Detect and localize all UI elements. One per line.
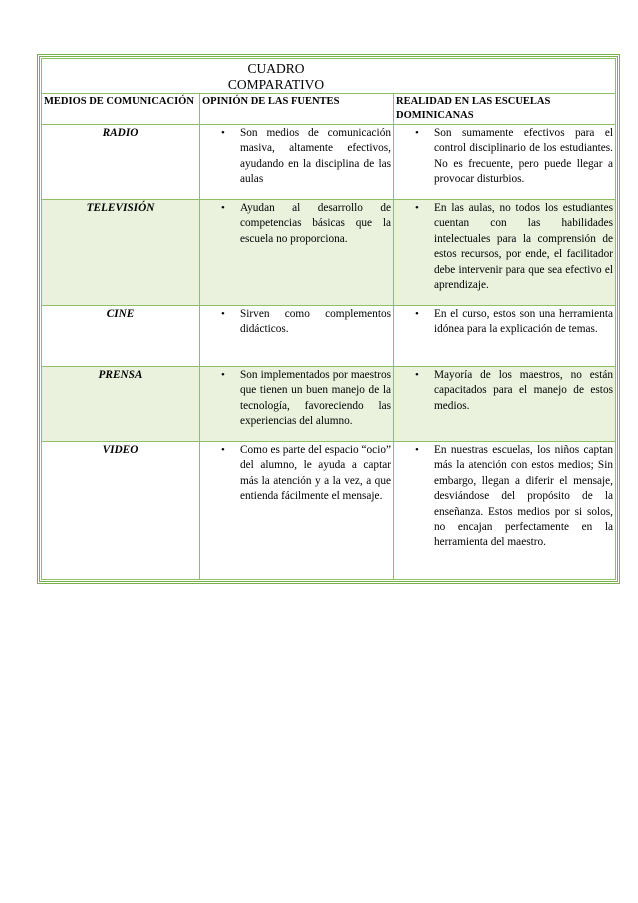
header-row xyxy=(42,94,616,125)
table-row xyxy=(42,367,616,442)
reality-cell xyxy=(394,442,616,580)
opinion-bullet: • Como es parte del espacio “ocio” del alumno, le ayuda a captar más la atención y a la vez, a que entienda fácilmente el mensaje. xyxy=(240,443,391,505)
header-opinion: OPINIÓN DE LAS FUENTES xyxy=(200,94,394,125)
header-reality: REALIDAD EN LAS ESCUELAS DOMINICANAS xyxy=(394,94,616,125)
opinion-bullet: • Son medios de comunicación masiva, altamente efectivos, ayudando en la disciplina de las aulas xyxy=(240,126,391,188)
opinion-bullet: • Ayudan al desarrollo de competencias básicas que la escuela no proporciona. xyxy=(240,201,391,247)
reality-bullet: • En las aulas, no todos los estudiantes cuentan con las habilidades intelectuales para la comprensión de estos recursos, por ende, el facilitador debe intervenir para que sea efectivo el aprendizaje. xyxy=(434,201,613,293)
title-cell xyxy=(42,59,616,94)
table-row xyxy=(42,200,616,306)
opinion-bullet: • Son implementados por maestros que tienen un buen manejo de la tecnología, favoreciendo las experiencias del alumno. xyxy=(240,368,391,430)
title-row xyxy=(42,59,616,94)
reality-cell xyxy=(394,367,616,442)
opinion-cell xyxy=(200,125,394,200)
opinion-cell xyxy=(200,367,394,442)
medium-cell: CINE xyxy=(42,306,200,367)
medium-cell: RADIO xyxy=(42,125,200,200)
reality-cell xyxy=(394,200,616,306)
table-row xyxy=(42,125,616,200)
opinion-cell xyxy=(200,442,394,580)
reality-cell xyxy=(394,306,616,367)
reality-bullet: • Mayoría de los maestros, no están capacitados para el manejo de estos medios. xyxy=(434,368,613,414)
medium-cell: TELEVISIÓN xyxy=(42,200,200,306)
opinion-cell xyxy=(200,306,394,367)
comparison-table xyxy=(41,58,616,580)
header-medium: MEDIOS DE COMUNICACIÓN xyxy=(42,94,200,125)
table-row xyxy=(42,442,616,580)
title-line-1: CUADRO xyxy=(247,61,305,76)
medium-cell: PRENSA xyxy=(42,367,200,442)
reality-bullet: • En el curso, estos son una herramienta idónea para la explicación de temas. xyxy=(434,307,613,338)
table-row xyxy=(42,306,616,367)
title-line-2: COMPARATIVO xyxy=(227,76,325,92)
comparison-table-frame xyxy=(37,54,620,584)
reality-cell xyxy=(394,125,616,200)
table-title xyxy=(206,61,346,92)
medium-cell: VIDEO xyxy=(42,442,200,580)
reality-bullet: • Son sumamente efectivos para el control disciplinario de los estudiantes. No es frecuente, pero puede llegar a provocar disturbios. xyxy=(434,126,613,188)
opinion-cell xyxy=(200,200,394,306)
opinion-bullet: • Sirven como complementos didácticos. xyxy=(240,307,391,338)
reality-bullet: • En nuestras escuelas, los niños captan más la atención con estos medios; Sin embargo, llegan a diferir el mensaje, desviándose del propósito de la enseñanza. Estos medios por si solos, no encajan perfectamente en la herramienta del maestro. xyxy=(434,443,613,551)
